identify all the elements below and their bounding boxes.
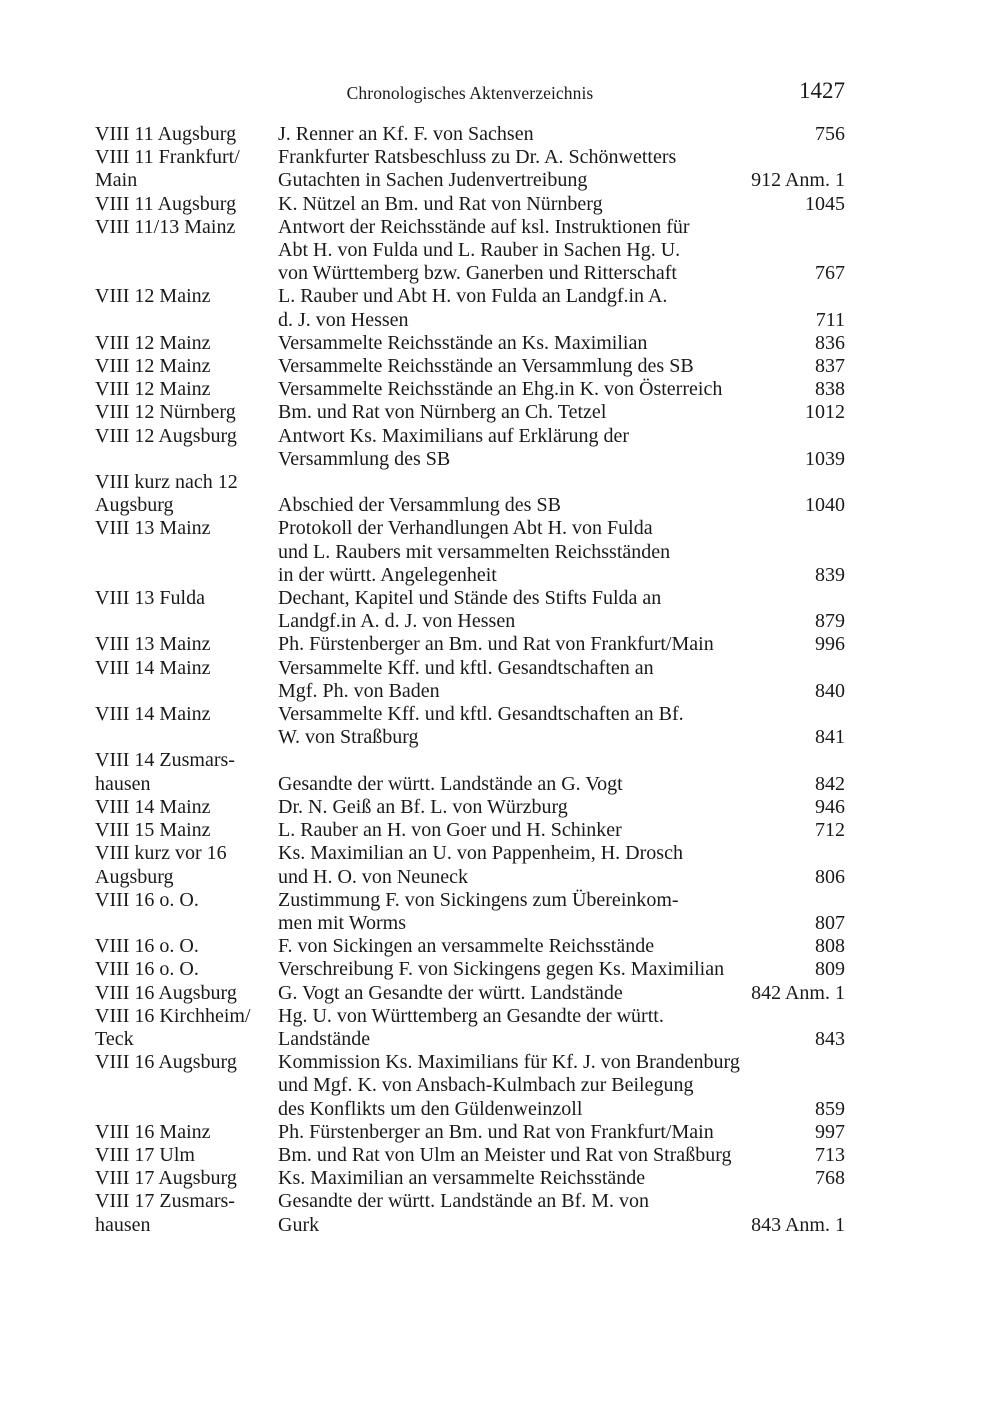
entry-description-text: Landstände xyxy=(278,1027,371,1050)
entry-description-text: Gesandte der württ. Landstände an G. Vogt xyxy=(278,772,623,795)
entry-description-line: Kommission Ks. Maximilians für Kf. J. von Brandenburg xyxy=(278,1051,740,1074)
entry-date xyxy=(95,1144,278,1167)
entry-date-line: VIII 11 Augsburg xyxy=(95,123,237,145)
entry-date xyxy=(95,355,278,378)
entry-date xyxy=(95,378,278,401)
entry-description xyxy=(278,378,845,401)
entry-description-line: Zustimmung F. von Sickingens zum Übereinkom- xyxy=(278,888,679,911)
list-item xyxy=(95,123,845,146)
chronological-entry-list xyxy=(95,123,845,1237)
entry-description xyxy=(278,123,845,146)
entry-description xyxy=(278,193,845,216)
entry-document-number: 840 xyxy=(815,679,845,702)
entry-description xyxy=(278,1121,845,1144)
entry-description-text: d. J. von Hessen xyxy=(278,308,409,331)
entry-date-line: hausen xyxy=(95,1213,151,1236)
entry-date xyxy=(95,193,278,216)
entry-date xyxy=(95,633,278,656)
list-item xyxy=(95,401,845,424)
entry-description-line xyxy=(278,1028,845,1051)
entry-description-line xyxy=(278,564,845,587)
entry-description-line xyxy=(278,169,845,192)
entry-document-number: 842 Anm. 1 xyxy=(751,981,845,1004)
entry-date xyxy=(95,1167,278,1190)
entry-description-line: Dechant, Kapitel und Stände des Stifts Fulda an xyxy=(278,587,662,610)
list-item xyxy=(95,425,845,471)
entry-description-line xyxy=(278,819,845,842)
entry-date xyxy=(95,401,278,424)
entry-description xyxy=(278,1005,845,1051)
entry-description-line xyxy=(278,610,845,633)
entry-date-line: VIII 16 o. O. xyxy=(95,888,199,911)
entry-description-text: Bm. und Rat von Nürnberg an Ch. Tetzel xyxy=(278,401,607,424)
entry-date xyxy=(95,425,278,471)
entry-description-line: Gesandte der württ. Landstände an Bf. M. von xyxy=(278,1190,650,1213)
entry-description-line xyxy=(278,262,845,285)
entry-description-line: L. Rauber und Abt H. von Fulda an Landgf.in A. xyxy=(278,285,668,308)
entry-description-text: Ks. Maximilian an versammelte Reichsstände xyxy=(278,1167,646,1190)
entry-date-line: VIII kurz nach 12 xyxy=(95,471,238,494)
entry-description xyxy=(278,216,845,286)
list-item xyxy=(95,1144,845,1167)
entry-date xyxy=(95,587,278,633)
entry-description xyxy=(278,703,845,749)
entry-description-line: und L. Raubers mit versammelten Reichsständen xyxy=(278,540,671,563)
entry-document-number: 1040 xyxy=(805,494,845,517)
list-item xyxy=(95,657,845,703)
list-item xyxy=(95,935,845,958)
entry-date xyxy=(95,123,278,146)
entry-date-line: VIII 17 Ulm xyxy=(95,1143,195,1166)
entry-description-line xyxy=(278,866,845,889)
entry-description-line xyxy=(278,193,845,216)
entry-document-number: 1045 xyxy=(805,192,845,215)
entry-description xyxy=(278,425,845,471)
list-item xyxy=(95,193,845,216)
entry-document-number: 838 xyxy=(815,378,845,401)
entry-date-line: VIII 14 Mainz xyxy=(95,703,211,726)
entry-description-text: W. von Straßburg xyxy=(278,726,419,749)
list-item xyxy=(95,216,845,286)
entry-description-text: L. Rauber an H. von Goer und H. Schinker xyxy=(278,819,622,842)
entry-description-text: in der württ. Angelegenheit xyxy=(278,563,497,586)
entry-description-line: Protokoll der Verhandlungen Abt H. von Fulda xyxy=(278,517,653,540)
entry-document-number: 946 xyxy=(815,795,845,818)
entry-date xyxy=(95,146,278,192)
entry-document-number: 713 xyxy=(815,1143,845,1166)
running-head xyxy=(95,78,845,108)
entry-date-line: VIII 16 Augsburg xyxy=(95,981,237,1004)
list-item xyxy=(95,819,845,842)
entry-description xyxy=(278,355,845,378)
entry-description xyxy=(278,471,845,517)
entry-document-number: 1039 xyxy=(805,447,845,470)
entry-date-line: VIII 15 Mainz xyxy=(95,819,211,842)
entry-description-text: Mgf. Ph. von Baden xyxy=(278,679,440,702)
entry-description-text: Versammelte Reichsstände an Ks. Maximilian xyxy=(278,331,648,354)
entry-date-line: VIII 13 Mainz xyxy=(95,633,211,656)
entry-date-line: VIII 11/13 Mainz xyxy=(95,215,236,238)
entry-document-number: 842 xyxy=(815,772,845,795)
entry-date-line: Augsburg xyxy=(95,865,174,888)
entry-description xyxy=(278,982,845,1005)
entry-date xyxy=(95,517,278,587)
entry-document-number: 767 xyxy=(815,262,845,285)
entry-date xyxy=(95,889,278,935)
entry-description-line xyxy=(278,1214,845,1237)
entry-description-line xyxy=(278,309,845,332)
entry-description-text: Abschied der Versammlung des SB xyxy=(278,494,561,517)
entry-document-number: 836 xyxy=(815,331,845,354)
list-item xyxy=(95,796,845,819)
list-item xyxy=(95,378,845,401)
entry-date-line: VIII 17 Augsburg xyxy=(95,1167,237,1190)
entry-document-number: 841 xyxy=(815,726,845,749)
entry-document-number: 809 xyxy=(815,958,845,981)
entry-description-line xyxy=(278,378,845,401)
entry-document-number: 912 Anm. 1 xyxy=(751,169,845,192)
entry-description xyxy=(278,587,845,633)
entry-description xyxy=(278,657,845,703)
entry-date xyxy=(95,842,278,888)
entry-description-text: Versammelte Reichsstände an Versammlung des SB xyxy=(278,355,694,378)
entry-date xyxy=(95,285,278,331)
entry-date-line: Teck xyxy=(95,1027,134,1050)
entry-date-line: VIII 13 Mainz xyxy=(95,517,211,540)
entry-description xyxy=(278,819,845,842)
entry-description xyxy=(278,1051,845,1121)
entry-date-line: VIII 16 Mainz xyxy=(95,1120,211,1143)
entry-date-line: VIII 12 Nürnberg xyxy=(95,401,236,424)
entry-description-line: Versammelte Kff. und kftl. Gesandtschaften an xyxy=(278,656,654,679)
entry-description-line xyxy=(278,355,845,378)
entry-date-line: VIII 14 Zusmars- xyxy=(95,749,235,772)
entry-date-line: VIII 12 Mainz xyxy=(95,378,211,401)
entry-document-number: 1012 xyxy=(805,401,845,424)
entry-date xyxy=(95,982,278,1005)
entry-date xyxy=(95,332,278,355)
entry-description xyxy=(278,749,845,795)
entry-document-number: 756 xyxy=(815,123,845,145)
entry-date-line: Main xyxy=(95,169,138,192)
page-number: 1427 xyxy=(799,78,845,103)
entry-description-text: von Württemberg bzw. Ganerben und Ritterschaft xyxy=(278,262,677,285)
entry-description-line xyxy=(278,680,845,703)
running-title: Chronologisches Aktenverzeichnis xyxy=(346,83,594,103)
list-item xyxy=(95,1051,845,1121)
entry-description-line xyxy=(278,1167,845,1190)
entry-description-line: Abt H. von Fulda und L. Rauber in Sachen Hg. U. xyxy=(278,239,681,262)
entry-description-line: Antwort Ks. Maximilians auf Erklärung der xyxy=(278,424,630,447)
entry-date xyxy=(95,749,278,795)
entry-document-number: 843 Anm. 1 xyxy=(751,1213,845,1236)
list-item xyxy=(95,1167,845,1190)
entry-date xyxy=(95,819,278,842)
entry-document-number: 839 xyxy=(815,563,845,586)
entry-description xyxy=(278,332,845,355)
entry-description-line xyxy=(278,471,845,494)
entry-description-text: Gurk xyxy=(278,1213,320,1236)
entry-document-number: 879 xyxy=(815,610,845,633)
entry-description xyxy=(278,796,845,819)
entry-description-line xyxy=(278,1144,845,1167)
entry-description-line xyxy=(278,726,845,749)
list-item xyxy=(95,1121,845,1144)
list-item xyxy=(95,749,845,795)
entry-date xyxy=(95,1190,278,1236)
entry-description-line: Frankfurter Ratsbeschluss zu Dr. A. Schönwetters xyxy=(278,146,677,169)
entry-description-line: Hg. U. von Württemberg an Gesandte der württ. xyxy=(278,1004,664,1027)
entry-description-line xyxy=(278,796,845,819)
entry-document-number: 806 xyxy=(815,865,845,888)
entry-date xyxy=(95,1051,278,1121)
list-item xyxy=(95,1190,845,1236)
list-item xyxy=(95,889,845,935)
entry-description xyxy=(278,1190,845,1236)
entry-description xyxy=(278,517,845,587)
entry-description-line xyxy=(278,749,845,772)
list-item xyxy=(95,703,845,749)
entry-description xyxy=(278,1167,845,1190)
entry-date-line: VIII 17 Zusmars- xyxy=(95,1190,235,1213)
entry-document-number: 807 xyxy=(815,911,845,934)
entry-description xyxy=(278,935,845,958)
list-item xyxy=(95,633,845,656)
entry-date xyxy=(95,216,278,286)
entry-date xyxy=(95,935,278,958)
entry-description-line xyxy=(278,123,845,146)
entry-description-line xyxy=(278,982,845,1005)
entry-description xyxy=(278,146,845,192)
entry-date-line: VIII 16 o. O. xyxy=(95,935,199,958)
entry-date-line: VIII 14 Mainz xyxy=(95,656,211,679)
entry-description-text: Ph. Fürstenberger an Bm. und Rat von Frankfurt/Main xyxy=(278,633,714,656)
entry-date xyxy=(95,958,278,981)
entry-description xyxy=(278,958,845,981)
entry-date xyxy=(95,703,278,749)
entry-description-text: J. Renner an Kf. F. von Sachsen xyxy=(278,123,534,145)
entry-date-line: VIII 16 Augsburg xyxy=(95,1051,237,1074)
entry-description-line xyxy=(278,448,845,471)
entry-description-text: K. Nützel an Bm. und Rat von Nürnberg xyxy=(278,192,603,215)
entry-description-line xyxy=(278,773,845,796)
entry-description-line: Antwort der Reichsstände auf ksl. Instruktionen für xyxy=(278,215,690,238)
entry-description-line: Versammelte Kff. und kftl. Gesandtschaften an Bf. xyxy=(278,703,684,726)
entry-description-line xyxy=(278,332,845,355)
entry-description-line: und Mgf. K. von Ansbach-Kulmbach zur Beilegung xyxy=(278,1074,694,1097)
entry-description-line xyxy=(278,935,845,958)
entry-description xyxy=(278,633,845,656)
entry-date-line: VIII 16 Kirchheim/ xyxy=(95,1004,251,1027)
entry-date xyxy=(95,796,278,819)
entry-description xyxy=(278,842,845,888)
entry-description xyxy=(278,285,845,331)
entry-date-line: VIII 12 Mainz xyxy=(95,331,211,354)
entry-date xyxy=(95,657,278,703)
entry-description-line: Ks. Maximilian an U. von Pappenheim, H. Drosch xyxy=(278,842,683,865)
entry-date-line: VIII 16 o. O. xyxy=(95,958,199,981)
entry-date-line: VIII kurz vor 16 xyxy=(95,842,227,865)
entry-document-number: 843 xyxy=(815,1027,845,1050)
entry-description xyxy=(278,1144,845,1167)
entry-description-text: men mit Worms xyxy=(278,911,407,934)
entry-description-text: Bm. und Rat von Ulm an Meister und Rat von Straßburg xyxy=(278,1143,732,1166)
entry-date xyxy=(95,1121,278,1144)
entry-date-line: VIII 12 Mainz xyxy=(95,355,211,378)
entry-description xyxy=(278,889,845,935)
entry-document-number: 837 xyxy=(815,355,845,378)
entry-description-text: Landgf.in A. d. J. von Hessen xyxy=(278,610,516,633)
entry-date-line: VIII 11 Frankfurt/ xyxy=(95,146,240,169)
entry-document-number: 997 xyxy=(815,1120,845,1143)
entry-date-line: hausen xyxy=(95,772,151,795)
entry-description-text: Dr. N. Geiß an Bf. L. von Würzburg xyxy=(278,795,568,818)
list-item xyxy=(95,1005,845,1051)
entry-date-line: VIII 12 Augsburg xyxy=(95,424,237,447)
entry-description-text: und H. O. von Neuneck xyxy=(278,865,468,888)
entry-description-text: Versammelte Reichsstände an Ehg.in K. von Österreich xyxy=(278,378,723,401)
entry-document-number: 996 xyxy=(815,633,845,656)
entry-date xyxy=(95,471,278,517)
entry-description-text: des Konflikts um den Güldenweinzoll xyxy=(278,1097,583,1120)
list-item xyxy=(95,958,845,981)
entry-date-line: VIII 13 Fulda xyxy=(95,587,205,610)
list-item xyxy=(95,982,845,1005)
list-item xyxy=(95,587,845,633)
entry-description xyxy=(278,401,845,424)
entry-description-text: Versammlung des SB xyxy=(278,447,451,470)
entry-document-number: 768 xyxy=(815,1167,845,1190)
entry-description-line xyxy=(278,494,845,517)
entry-document-number: 711 xyxy=(815,308,845,331)
entry-date-line: Augsburg xyxy=(95,494,174,517)
entry-document-number: 712 xyxy=(815,819,845,842)
list-item xyxy=(95,285,845,331)
entry-document-number: 808 xyxy=(815,935,845,958)
list-item xyxy=(95,517,845,587)
list-item xyxy=(95,332,845,355)
entry-date xyxy=(95,1005,278,1051)
entry-description-text: Ph. Fürstenberger an Bm. und Rat von Frankfurt/Main xyxy=(278,1120,714,1143)
list-item xyxy=(95,471,845,517)
entry-description-text: F. von Sickingen an versammelte Reichsstände xyxy=(278,935,655,958)
list-item xyxy=(95,146,845,192)
entry-description-text: Gutachten in Sachen Judenvertreibung xyxy=(278,169,588,192)
list-item xyxy=(95,355,845,378)
entry-description-line xyxy=(278,958,845,981)
entry-description-line xyxy=(278,633,845,656)
entry-description-text: Verschreibung F. von Sickingens gegen Ks. Maximilian xyxy=(278,958,725,981)
entry-date-line: VIII 11 Augsburg xyxy=(95,192,237,215)
entry-date-line: VIII 12 Mainz xyxy=(95,285,211,308)
list-item xyxy=(95,842,845,888)
entry-document-number: 859 xyxy=(815,1097,845,1120)
entry-date-line: VIII 14 Mainz xyxy=(95,795,211,818)
entry-description-text: G. Vogt an Gesandte der württ. Landstände xyxy=(278,981,623,1004)
entry-description-line xyxy=(278,912,845,935)
entry-description-line xyxy=(278,1098,845,1121)
entry-description-line xyxy=(278,401,845,424)
entry-description-line xyxy=(278,1121,845,1144)
